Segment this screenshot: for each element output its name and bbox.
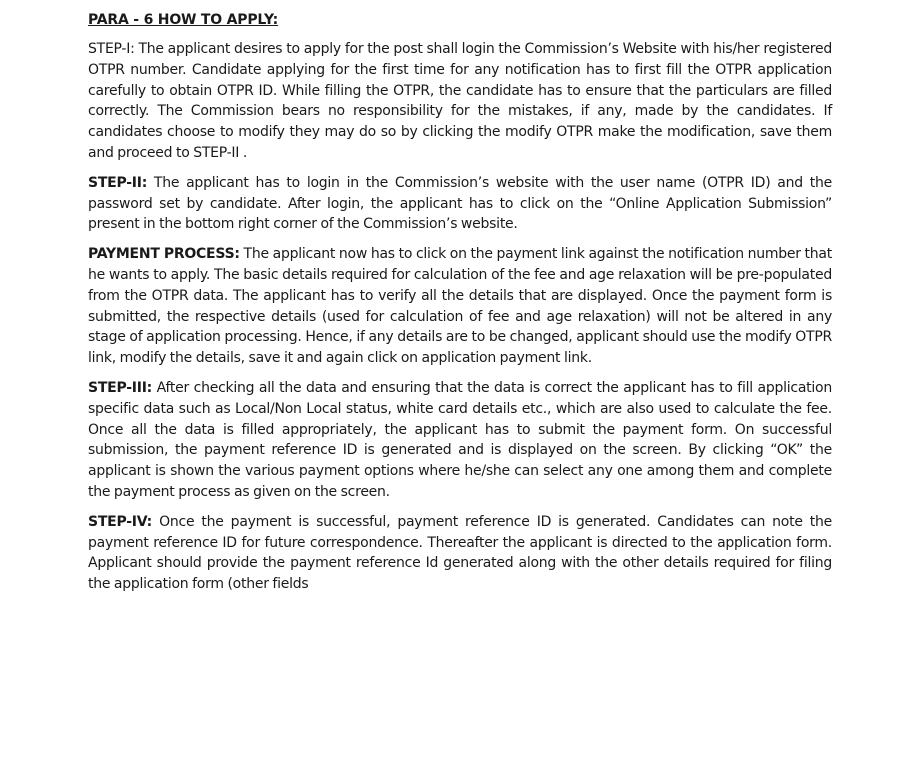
paragraph-text: STEP-I: The applicant desires to apply for the post shall login the Commission’s Website with his/her registered OTPR number. Candidate applying for the first time for any notification has to first fill the OTPR application carefully to obtain OTPR ID. While filling the OTPR, the candidate has to ensure that the particulars are filled correctly. The Commission bears no responsibility for the mistakes, if any, made by the candidates. If candidates choose to modify they may do so by clicking the modify OTPR make the modification, save them and proceed to STEP-II .: [88, 41, 832, 161]
paragraph-step-3: [88, 378, 832, 503]
paragraph-text: The applicant has to login in the Commission’s website with the user name (OTPR ID) and the password set by candidate. After login, the applicant has to click on the “Online Application Submission” present in the bottom right corner of the Commission’s website.: [88, 174, 832, 233]
paragraph-lead: PAYMENT PROCESS:: [88, 246, 240, 263]
paragraph-text: After checking all the data and ensuring that the data is correct the applicant has to fill application specific data such as Local/Non Local status, white card details etc., which are also used to calculate the fee. Once all the data is filled appropriately, the applicant has to submit the payment form. On successful submission, the payment reference ID is generated and is displayed on the screen. By clicking “OK” the applicant is shown the various payment options where he/she can select any one among them and complete the payment process as given on the screen.: [88, 379, 832, 500]
section-heading: PARA - 6 HOW TO APPLY:: [88, 12, 279, 28]
document-page: [88, 10, 832, 604]
paragraph-step-2: [88, 173, 832, 235]
paragraph-text: Once the payment is successful, payment reference ID is generated. Candidates can note the payment reference ID for future correspondence. Thereafter the applicant is directed to the application form. Applicant should provide the payment reference Id generated along with the other details required for filing the application form (other fields: [88, 513, 832, 593]
paragraph-step-4: [88, 512, 832, 595]
paragraph-step-1: [88, 39, 832, 164]
paragraph-lead: STEP-III:: [88, 379, 152, 396]
paragraph-text: The applicant now has to click on the payment link against the notification number that he wants to apply. The basic details required for calculation of the fee and age relaxation will be pre-populated from the OTPR data. The applicant has to verify all the details that are displayed. Once the payment form is submitted, the respective details (used for calculation of fee and age relaxation) will not be altered in any stage of application processing. Hence, if any details are to be changed, applicant should use the modify OTPR link, modify the details, save it and again click on application payment link.: [88, 246, 832, 367]
paragraph-lead: STEP-IV:: [88, 513, 153, 530]
paragraph-lead: STEP-II:: [88, 174, 148, 191]
paragraph-payment-process: [88, 244, 832, 369]
